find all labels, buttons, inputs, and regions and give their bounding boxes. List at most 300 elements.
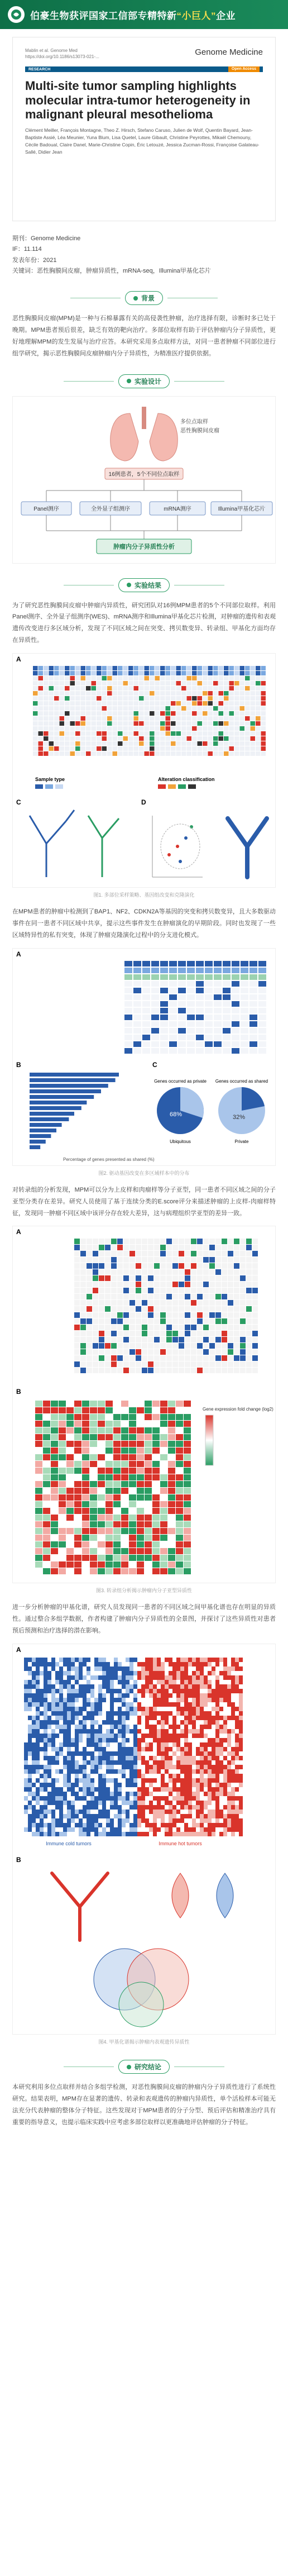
figure-cell [55,1658,59,1662]
figure-cell [172,1787,176,1792]
figure-cell [106,1814,110,1818]
figure-cell [223,1823,227,1827]
figure-cell [181,686,186,691]
figure-cell [43,1561,50,1568]
section-heading-discussion: 研究结论 [0,2060,288,2074]
figure-cell [55,1769,59,1774]
figure-cell [126,1783,129,1787]
figure-cell [137,1555,144,1561]
figure-cell [54,716,59,721]
figure-cell [169,1693,172,1698]
figure-cell [213,701,218,706]
figure-cell [28,1702,32,1707]
figure-cell [44,686,49,691]
figure-cell [24,1814,28,1818]
figure-cell [44,736,49,741]
figure-cell [165,1774,169,1778]
figure-cell [235,1818,239,1823]
figure-cell [51,1702,55,1707]
figure-cell [102,1684,106,1689]
figure-cell [151,1015,159,1020]
figure-cell [245,686,250,691]
figure-cell [155,721,160,726]
figure-cell [44,1720,47,1725]
figure-cell [110,1823,114,1827]
figure-cell [65,671,70,675]
figure-cell [114,1823,118,1827]
figure-cell [70,731,75,736]
figure-cell [102,1818,106,1823]
figure-cell [223,1680,227,1684]
figure-cell [107,696,112,701]
figure-cell [71,1658,75,1662]
figure-cell [90,1716,94,1720]
figure-cell [117,1337,123,1342]
figure-cell [24,1769,28,1774]
figure-cell [219,1765,223,1769]
figure-1-caption: 图1. 多部位采样策略、基因组改变和克隆演化 [93,892,195,898]
figure-cell [208,721,213,726]
figure-cell [71,1671,75,1675]
figure-cell [198,726,203,731]
figure-cell [196,974,204,980]
figure-cell [67,1725,71,1729]
figure-cell [79,1693,83,1698]
figure-cell [32,1827,36,1832]
figure-cell [214,1008,222,1013]
figure-cell [79,1720,83,1725]
figure-cell [122,1684,126,1689]
figure-cell [153,1742,157,1747]
figure-cell [188,1666,192,1671]
figure-cell [208,1729,212,1734]
figure-cell [154,1257,160,1263]
figure-cell [188,1698,192,1702]
figure-cell [75,1832,79,1836]
figure-cell [157,1684,161,1689]
figure-cell [172,1698,176,1702]
figure-cell [117,1294,123,1299]
figure-cell [67,1756,71,1760]
figure-cell [90,1461,97,1467]
figure-cell [118,701,123,706]
figure-cell [59,1778,63,1783]
figure-cell [235,1805,239,1810]
figure-cell [184,1671,188,1675]
figure-cell [196,994,204,1000]
figure-cell [43,1555,50,1561]
figure-cell [251,741,256,746]
figure-cell [196,1716,200,1720]
figure-cell [203,1312,209,1318]
figure-cell [205,994,213,1000]
figure-cell [71,1769,75,1774]
figure-cell [40,1787,44,1792]
figure-cell [129,1535,136,1541]
figure-cell [36,1662,40,1666]
figure-cell [49,731,54,736]
figure-cell [205,1035,213,1040]
figure-cell [114,1778,118,1783]
figure-cell [234,686,239,691]
figure-cell [129,1401,136,1407]
figure-cell [98,1693,102,1698]
figure-cell [187,736,192,741]
figure-cell [212,1742,215,1747]
figure-cell [179,1245,184,1250]
figure-cell [24,1823,28,1827]
figure-cell [176,706,181,711]
figure-cell [141,1810,145,1814]
figure-cell [92,691,97,696]
figure-cell [93,1368,98,1373]
figure-cell [240,731,245,736]
figure-cell [59,1662,63,1666]
figure-cell [142,1337,147,1342]
figure-cell [75,1658,79,1662]
figure-cell [204,1756,208,1760]
figure-cell [36,1765,40,1769]
bullet-icon [127,583,131,587]
figure-cell [24,1827,28,1832]
figure-cell [44,1774,47,1778]
figure-cell [145,1756,149,1760]
figure-cell [161,1832,165,1836]
figure-cell [169,981,177,987]
figure-cell [114,1684,118,1689]
figure-cell [228,1361,233,1367]
figure-cell [113,666,118,670]
figure-cell [82,1427,89,1434]
figure-cell [223,1801,227,1805]
figure-cell [129,1774,133,1778]
figure-cell [44,1702,47,1707]
figure-cell [129,1769,133,1774]
figure-cell [137,1461,144,1467]
figure-cell [136,1343,141,1349]
figure-cell [51,1774,55,1778]
figure-cell [235,1711,239,1716]
figure-cell [209,1251,215,1256]
figure-cell [122,1796,126,1801]
figure-cell [94,1814,98,1818]
figure-cell [224,746,229,751]
figure-cell [105,1251,111,1256]
figure-cell [203,1245,209,1250]
figure-cell [208,1801,212,1805]
figure-cell [49,716,54,721]
figure-cell [241,1001,248,1007]
figure-cell [35,1461,42,1467]
figure-cell [145,1441,152,1447]
figure-cell [70,691,75,696]
figure-cell [249,974,257,980]
figure-cell [74,1441,81,1447]
figure-cell [241,988,248,993]
figure-cell [79,1814,83,1818]
figure-cell [136,1318,141,1324]
figure-cell [184,1494,191,1501]
figure-cell [155,731,160,736]
figure-cell [192,1675,196,1680]
figure-cell [215,1239,221,1244]
top-banner[interactable] [0,0,288,29]
figure-cell [51,1407,58,1413]
figure-cell [191,1312,196,1318]
figure-cell [219,726,224,731]
figure-cell [154,1325,160,1330]
figure-cell [137,1447,144,1454]
figure-cell [106,1747,110,1751]
figure-cell [90,1401,97,1407]
figure-cell [83,1711,87,1716]
figure-cell [83,1738,87,1742]
figure-cell [208,1702,212,1707]
figure-cell [209,1245,215,1250]
figure-cell [152,1488,160,1494]
figure-cell [118,696,123,701]
figure-cell [165,1760,169,1765]
figure-cell [129,1568,136,1574]
figure-cell [169,1751,172,1756]
figure-cell [197,1239,203,1244]
figure-cell [176,1488,183,1494]
figure-cell [184,1401,191,1407]
figure-cell [215,1675,219,1680]
figure-cell [128,696,133,701]
figure-cell [232,968,239,973]
figure-cell [200,1827,204,1832]
figure-cell [133,1792,137,1796]
figure-cell [219,1716,223,1720]
figure-cell [74,1269,80,1275]
figure-cell [208,1734,212,1738]
figure-cell [105,1294,111,1299]
figure-cell [24,1716,28,1720]
figure-cell [245,731,250,736]
figure-cell [239,1818,243,1823]
figure-cell [169,1015,177,1020]
figure-cell [87,1689,90,1693]
figure-cell [137,1684,141,1689]
figure-cell [152,1468,160,1474]
figure-cell [39,696,44,701]
figure-cell [121,1541,128,1547]
figure-cell [151,1001,159,1007]
figure-cell [123,1269,129,1275]
figure-cell [171,721,176,726]
figure-cell [160,671,165,675]
figure-cell [196,968,204,973]
figure-cell [142,968,150,973]
figure-cell [176,1810,180,1814]
figure-cell [110,1778,114,1783]
figure-cell [98,1494,105,1501]
figure-cell [102,1738,106,1742]
figure-cell [87,1832,90,1836]
figure-cell [192,1769,196,1774]
figure-cell [180,1666,184,1671]
figure-cell [98,1447,105,1454]
figure-cell [172,1738,176,1742]
figure-cell [123,1331,129,1336]
figure-cell [231,1787,235,1792]
figure-cell [231,1698,235,1702]
figure-cell [145,741,150,746]
figure-cell [224,726,229,731]
figure-cell [240,701,245,706]
figure-cell [129,1810,133,1814]
figure-cell [87,1805,90,1810]
figure-cell [83,1801,87,1805]
figure-cell [65,676,70,680]
figure-cell [63,1725,67,1729]
figure-cell [43,1461,50,1467]
figure-cell [160,1294,166,1299]
figure-cell [122,1814,126,1818]
figure-cell [80,1300,86,1306]
figure-cell [228,1318,233,1324]
figure-cell [219,751,224,756]
figure-cell [172,1658,176,1662]
figure-cell [43,1427,50,1434]
figure-cell [160,988,168,993]
figure-cell [184,1541,191,1547]
figure-cell [92,666,97,670]
figure-cell [256,676,261,680]
figure-cell [51,1481,58,1487]
figure-cell [79,1658,83,1662]
figure-cell [75,721,80,726]
figure-cell [67,1832,71,1836]
figure-cell [113,1528,121,1534]
figure-cell [24,1787,28,1792]
figure-cell [214,961,222,966]
figure-cell [35,1501,42,1507]
figure-cell [105,1474,113,1480]
figure-cell [82,1468,89,1474]
figure-cell [187,721,192,726]
figure-cell [240,1361,246,1367]
figure-cell [223,1810,227,1814]
figure-cell [141,1662,145,1666]
figure-cell [51,1671,55,1675]
figure-cell [172,1325,178,1330]
figure-cell [139,726,144,731]
figure-cell [75,691,80,696]
figure-cell [133,1818,137,1823]
figure-cell [43,1535,50,1541]
results-paragraph-4: 进一步分析肿瘤的甲基化谱，研究人员发现同一患者的不同区域之间甲基化谱也存在明显的异质性。通过整合多组学数据，作者构建了肿瘤内分子异质性的全景图，并探讨了这些异质性对患者预后预测和治疗选择的潜在影响。 [12,1604,276,1635]
figure-cell [184,1760,188,1765]
figure-cell [99,1294,104,1299]
figure-cell [227,1827,231,1832]
figure-cell [198,751,203,756]
figure-cell [33,671,38,675]
figure-cell [98,1738,102,1742]
figure-cell [82,1501,89,1507]
figure-cell [82,1434,89,1440]
figure-cell [145,1528,152,1534]
figure-cell [74,1239,80,1244]
figure-cell [169,1048,177,1054]
figure-cell [215,1312,221,1318]
figure-cell [141,1698,145,1702]
figure-cell [180,1729,184,1734]
figure-cell [122,1666,126,1671]
figure-cell [28,1693,32,1698]
figure-cell [122,1711,126,1716]
figure-cell [83,1689,87,1693]
figure-cell [256,746,261,751]
figure-cell [86,726,91,731]
figure-cell [209,1331,215,1336]
figure-cell [223,1675,227,1680]
figure-cell [181,726,186,731]
figure-cell [74,1528,81,1534]
figure-cell [133,1765,137,1769]
figure-cell [168,1474,175,1480]
figure-cell [47,1832,51,1836]
figure-cell [219,686,224,691]
figure-cell [123,1368,129,1373]
figure-cell [145,721,150,726]
figure-cell [106,1801,110,1805]
figure-cell [98,1680,102,1684]
figure-cell [219,1666,223,1671]
figure-cell [256,721,261,726]
figure-cell [160,1361,166,1367]
figure-cell [40,1827,44,1832]
figure-cell [187,686,192,691]
figure-cell [133,1760,137,1765]
figure-cell [51,1555,58,1561]
figure-cell [94,1702,98,1707]
figure-cell [35,1468,42,1474]
figure-cell [24,1711,28,1716]
figure-cell [113,671,118,675]
figure-cell [229,706,234,711]
figure-cell [196,1684,200,1689]
figure-cell [160,691,165,696]
figure-cell [83,1818,87,1823]
figure-cell [24,1671,28,1675]
figure-cell [123,701,128,706]
figure-cell [161,1671,165,1675]
figure-cell [172,1751,176,1756]
figure-cell [51,1716,55,1720]
figure-cell [36,1814,40,1818]
figure-cell [75,1792,79,1796]
figure-cell [239,1769,243,1774]
figure-cell [184,1454,191,1460]
figure-cell [223,981,231,987]
figure-cell [98,1481,105,1487]
figure-cell [133,1787,137,1792]
figure-cell [99,1349,104,1355]
figure-cell [123,1275,129,1281]
figure-cell [171,736,176,741]
figure-cell [185,1251,190,1256]
figure-cell [99,1263,104,1269]
figure-cell [118,736,123,741]
figure-cell [157,1796,161,1801]
figure-cell [251,671,256,675]
figure-cell [196,1751,200,1756]
figure-cell [180,1765,184,1769]
figure-cell [79,1738,83,1742]
figure-cell [83,1671,87,1675]
